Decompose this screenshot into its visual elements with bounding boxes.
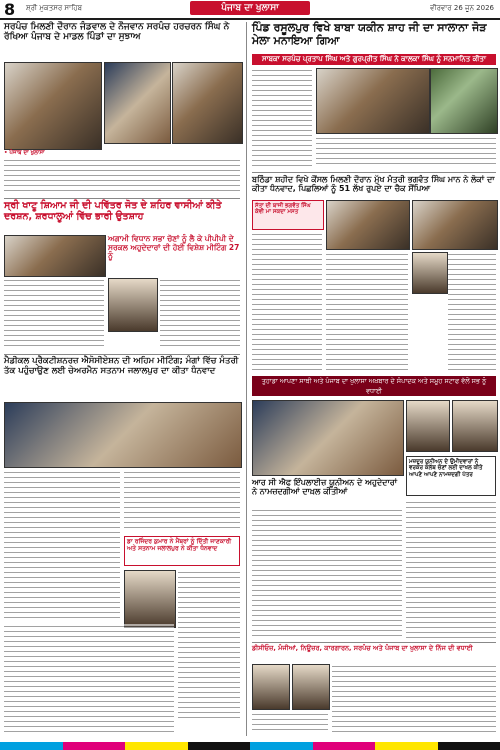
article-text-cm <box>252 232 322 372</box>
page-header <box>0 0 500 20</box>
boxed-workers-union <box>406 456 496 496</box>
article-text-medical-2 <box>124 470 240 532</box>
photo-sarpanch-stage <box>104 62 171 144</box>
photo-cm-event-2 <box>412 200 498 250</box>
left-headline-khatu: ਸ੍ਰੀ ਖਾਟੂ ਸ਼ਿਆਮ ਜੀ ਦੀ ਪਵਿੱਤਰ ਜੋਤ ਦੇ ਸ਼ਹਿਰ ਵਾਸੀਆਂ ਕੀਤੇ ਦਰਸ਼ਨ, ਸ਼ਰਧਾਲੂਆਂ ਵਿੱਚ ਭਾਰੀ ਉਤਸ਼ਾਹ <box>4 200 222 222</box>
article-text-khatu <box>4 278 104 350</box>
photo-doctor <box>124 570 176 628</box>
photo-union-portrait-2 <box>452 400 498 452</box>
print-color-bar <box>0 742 500 750</box>
photo-khatu-procession <box>4 235 106 277</box>
photo-rasulpur-group <box>316 68 430 134</box>
greeting-strip: ਤੁਹਾਡਾ ਆਪਣਾ ਸਾਥੀ ਅਤੇ ਪੰਜਾਬ ਦਾ ਖੁਲਾਸਾ ਅਖ਼ਬਾਰ ਦੇ ਸੰਪਾਦਕ ਅਤੇ ਸਮੂਹ ਸਟਾਫ ਵੱਲੋਂ ਸਭ ਨੂੰ ਵਧਾਈ <box>252 376 496 396</box>
headline-rasulpur: ਪਿੰਡ ਰਸੂਲਪੁਰ ਵਿਖੇ ਬਾਬਾ ਯਕੀਨ ਸ਼ਾਹ ਜੀ ਦਾ ਸਾਲਾਨਾ ਜੋੜ ਮੇਲਾ ਮਨਾਇਆ ਗਿਆ <box>252 21 487 47</box>
byline-left-1: • ਪੰਜਾਬ ਦਾ ਖੁਲਾਸਾ <box>4 150 45 156</box>
headline-rcf-union: ਆਰ ਸੀ ਐਫ ਇੰਪਲਾਈਜ਼ ਯੂਨੀਅਨ ਦੇ ਅਹੁਦੇਦਾਰਾਂ ਨੇ ਨਾਮਜ਼ਦਗੀਆਂ ਦਾਖ਼ਲ ਕੀਤੀਆਂ <box>252 478 397 497</box>
column-rule <box>246 22 247 736</box>
headline-cm-mann: ਬਠਿੰਡਾ ਸ਼ਹੀਦ ਵਿਖੇ ਕੌਂਸਲ ਮਿਲਣੀ ਦੌਰਾਨ ਮੁੱਖ ਮੰਤਰੀ ਭਗਵੰਤ ਸਿੰਘ ਮਾਨ ਨੇ ਲੋਕਾਂ ਦਾ ਕੀਤਾ ਧੰਨਵਾਦ, ਪਿਛਲਿਆਂ ਨੂੰ 51 ਲੱਖ ਰੁਪਏ ਦਾ ਚੈਕ ਸੌਂਪਿਆ <box>252 175 495 194</box>
photo-union-ceremony <box>252 400 404 476</box>
article-text-rasulpur-2 <box>316 136 496 168</box>
photo-rasulpur-field <box>430 68 498 134</box>
mid-headline-ppp: ਅਗਾਮੀ ਵਿਧਾਨ ਸਭਾ ਚੋਣਾਂ ਨੂੰ ਲੈ ਕੇ ਪੀਪੀਪੀ ਦੇ ਸਰਕਲ ਅਹੁਦੇਦਾਰਾਂ ਦੀ ਹੋਈ ਵਿਸ਼ੇਸ਼ ਮੀਟਿੰਗ 27 ਨੂੰ <box>108 234 240 261</box>
article-text-medical-3 <box>178 570 240 720</box>
photo-greeting-1 <box>252 664 290 710</box>
article-text-left-1 <box>4 158 240 194</box>
photo-cm-event-1 <box>326 200 410 250</box>
divider <box>252 172 496 173</box>
left-headline-medical: ਮੈਡੀਕਲ ਪ੍ਰੈਕਟੀਸ਼ਨਰਜ਼ ਐਸੋਸੀਏਸ਼ਨ ਦੀ ਅਹਿਮ ਮੀਟਿੰਗ; ਮੰਗਾਂ ਵਿੱਚ ਮੰਤਰੀ ਤੱਕ ਪਹੁੰਚਾਉਣ ਲਈ ਚੇਅਰਮੈਨ ਸਤਨਾਮ ਜਲਾਲਪੁਰ ਦਾ ਕੀਤਾ ਧੰਨਵਾਦ <box>4 356 239 376</box>
photo-union-portrait <box>406 400 450 452</box>
article-text-rasulpur-1 <box>252 68 312 168</box>
photo-sarpanch-audience <box>172 62 243 144</box>
brand-logo: ਪੰਜਾਬ ਦਾ ਖੁਲਾਸਾ <box>190 1 310 15</box>
article-text-greetings-2 <box>252 712 328 734</box>
article-text-cm-3 <box>448 252 496 372</box>
article-text-workers <box>406 500 496 638</box>
article-text-union <box>252 508 402 638</box>
page-number: 8 <box>4 0 16 19</box>
photo-sarpanch-meeting <box>4 62 102 150</box>
article-text-medical <box>4 470 120 620</box>
article-text-cm-2 <box>326 252 408 372</box>
photo-portrait-leader <box>108 278 158 332</box>
photo-cm-portrait <box>412 252 448 294</box>
callout-box <box>252 200 324 230</box>
photo-medical-meeting <box>4 402 242 468</box>
boxed-note-text: ਡਾ ਰਜਿੰਦਰ ਕੁਮਾਰ ਨੇ ਮੈਂਬਰਾਂ ਨੂੰ ਦਿੱਤੀ ਜਾਣਕਾਰੀ ਅਤੇ ਸਤਨਾਮ ਜਲਾਲਪੁਰ ਨੇ ਕੀਤਾ ਧੰਨਵਾਦ <box>127 538 232 552</box>
photo-greeting-2 <box>292 664 330 710</box>
article-text-greetings <box>332 664 496 734</box>
article-text-left-bottom <box>4 624 174 734</box>
boxed-workers-text: ਮਜ਼ਦੂਰ ਯੂਨੀਅਨ ਦੇ ਉਮੀਦਵਾਰਾਂ ਨੇ ਵਰਕਰ ਕਲੱਬ ਚੋਣਾਂ ਲਈ ਦਾਖਲ ਕੀਤੇ ਆਪਣੇ ਆਪਣੇ ਨਾਮਜ਼ਦਗੀ ਪੱਤਰ <box>409 459 483 478</box>
strip-honour: ਸਾਬਕਾ ਸਰਪੰਚ ਪ੍ਰਤਾਪ ਸਿੰਘ ਅਤੇ ਗੁਰਪ੍ਰੀਤ ਸਿੰਘ ਨੇ ਕਾਲਕਾ ਸਿੰਘ ਨੂੰ ਸਨਮਾਨਿਤ ਕੀਤਾ <box>252 54 496 65</box>
header-date: ਵੀਰਵਾਰ 26 ਜੂਨ 2026 <box>430 4 494 12</box>
divider <box>4 354 240 355</box>
left-headline-sarpanch: ਸਰਪੰਚ ਮਿਲਣੀ ਦੌਰਾਨ ਜੰਡਵਾਲ ਦੇ ਨੌਜਵਾਨ ਸਰਪੰਚ ਹਰਚਰਨ ਸਿੰਘ ਨੇ ਰੱਖਿਆ ਪੰਜਾਬ ਦੇ ਮਾਡਲ ਪਿੰਡਾਂ ਦਾ ਸੁਝਾਅ <box>4 22 230 43</box>
header-location: ਸ਼੍ਰੀ ਮੁਕਤਸਰ ਸਾਹਿਬ <box>26 4 83 12</box>
divider <box>252 642 496 643</box>
headline-greetings: ਡੀਸੀਓਜ਼, ਮੰਜੀਆਂ, ਨਿਊਜ਼ਰ, ਕਾਰਗਾਰਨ, ਸਰਪੰਚ ਅਤੇ ਪੰਜਾਬ ਦਾ ਖੁਲਾਸਾ ਦੇ ਨਿੱਜ ਦੀ ਵਧਾਈ <box>252 644 473 652</box>
article-text-ppp <box>160 278 240 350</box>
divider <box>4 198 240 199</box>
callout-text: ਸੱਤਾ ਦੀ ਬਾਜੀ ਭਗਵੰਤ ਸਿੰਘ ਕੇਵੀ ਮਾ ਸਕਦਾ ਮਸਤ <box>255 203 311 216</box>
bottom-boxed-note <box>124 536 240 566</box>
